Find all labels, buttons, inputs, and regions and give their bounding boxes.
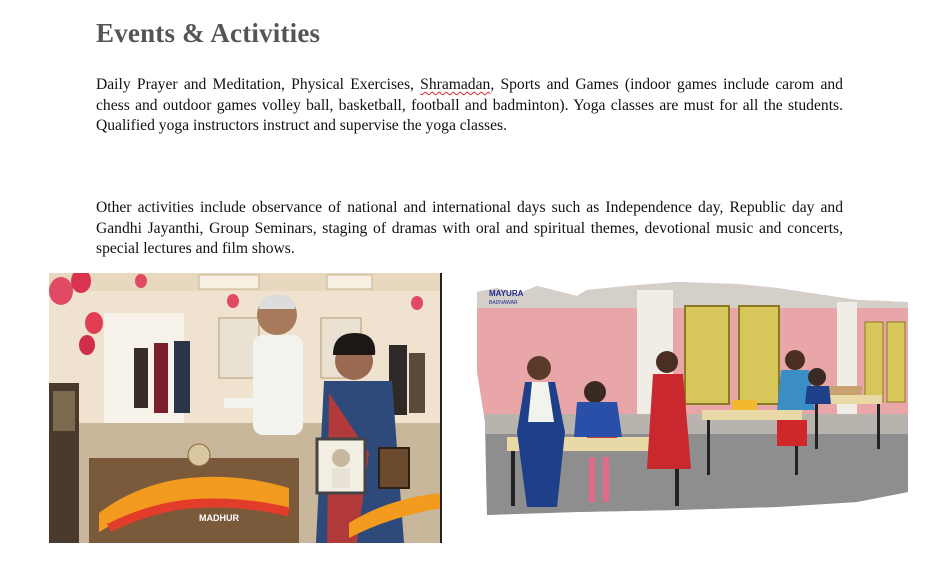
student-activity-photo — [477, 282, 908, 515]
paragraph-text-rest: , Sports and Games (indoor games include carom and chess and outdoor games volley ball, basketball, football and badminton). Yoga classes are must for all the students. Qualified yoga instructors instruct and supervise the yoga classes. — [96, 76, 843, 134]
student-activity-illustration — [477, 282, 908, 515]
prayer-ceremony-illustration — [49, 273, 442, 543]
paragraph-text-start: Daily Prayer and Meditation, Physical Exercises, — [96, 76, 421, 93]
prayer-ceremony-photo — [49, 273, 442, 543]
activities-paragraph — [96, 75, 843, 137]
photo-watermark-line1: MAYURA — [489, 289, 524, 298]
spellcheck-flagged-word[interactable]: Shramadan — [420, 76, 491, 93]
photo-watermark-line2: BADNAWAR — [489, 300, 518, 306]
page-title: Events & Activities — [96, 18, 321, 48]
photo-watermark: MADHUR — [199, 513, 239, 523]
other-activities-paragraph: Other activities include observance of national and international days such as Independence day, Republic day and Gandhi Jayanthi, Group Seminars, staging of dramas with oral and spiritual themes, devotional music and concerts, special lectures and film shows. — [96, 199, 843, 257]
